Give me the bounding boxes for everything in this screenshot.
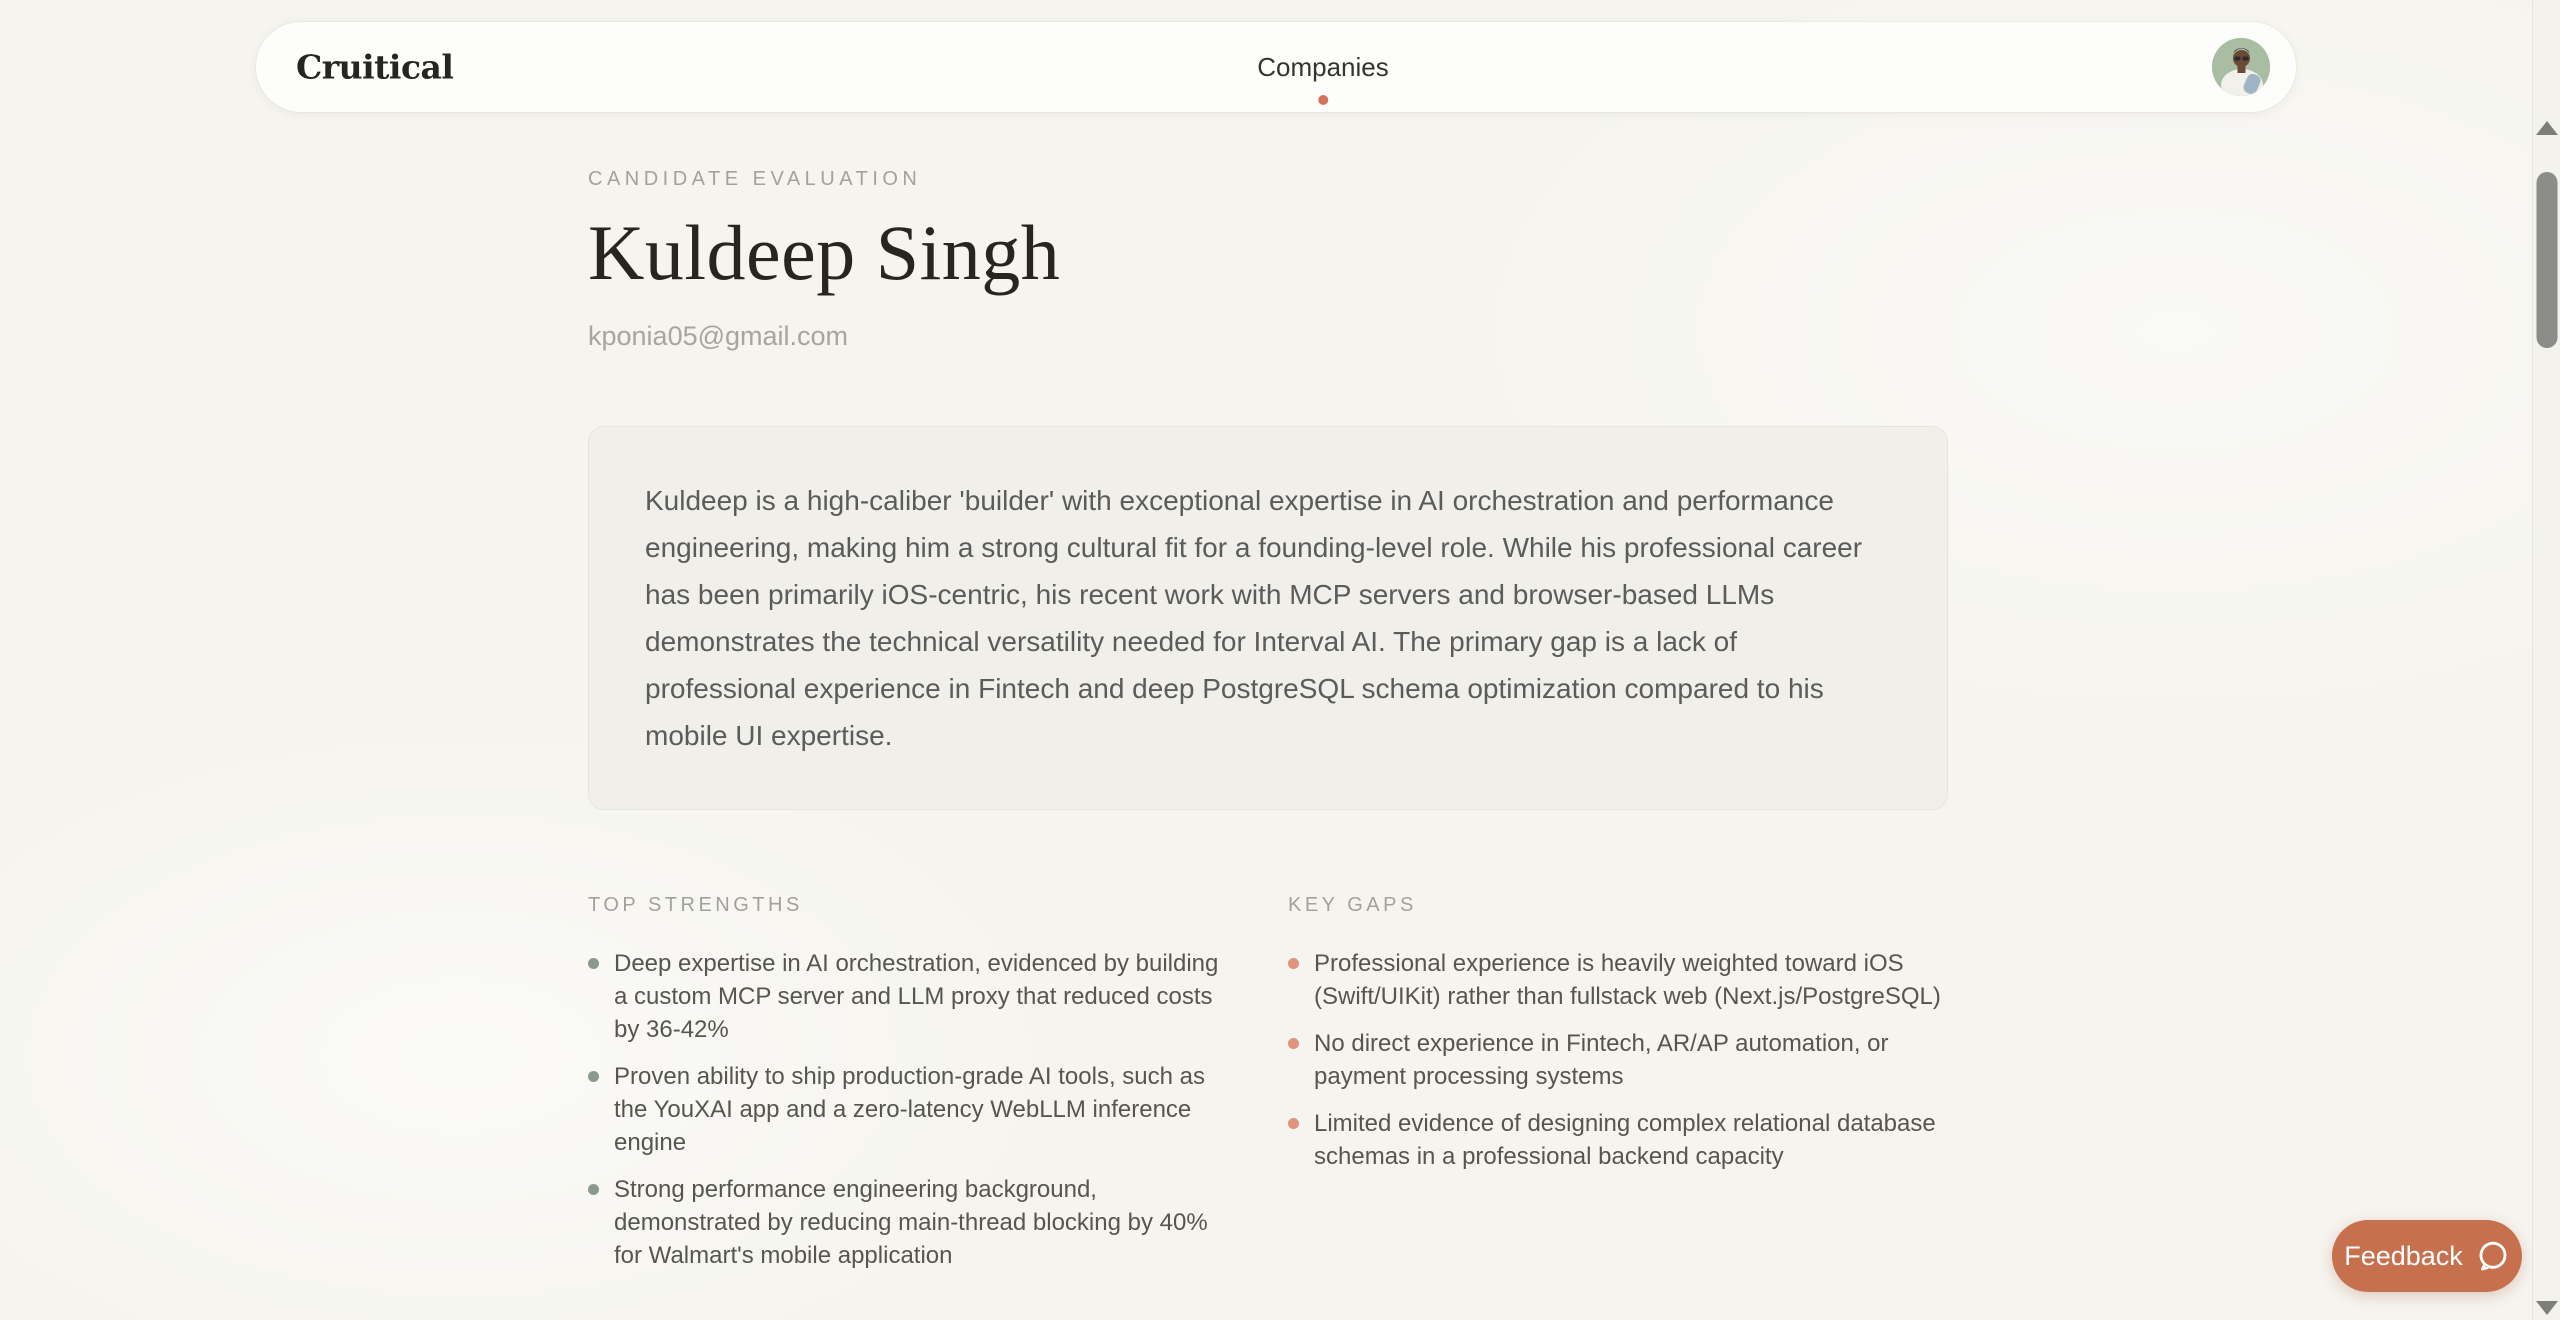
list-item-text: No direct experience in Fintech, AR/AP automation, or payment processing systems [1314,1030,1889,1090]
bullet-dot [588,1184,599,1195]
top-strengths-section [588,894,1232,1286]
key-gaps-section [1288,894,1948,1286]
bullet-dot [1288,1118,1299,1129]
list-item [588,947,1232,1046]
candidate-email: kponia05@gmail.com [588,321,849,351]
bullet-dot [588,1071,599,1082]
bullet-dot [588,958,599,969]
vertical-scrollbar[interactable] [2532,0,2560,1320]
nav-item-companies[interactable] [1255,42,1391,93]
key-gaps-list [1288,947,1948,1173]
candidate-evaluation-page [588,168,1948,1286]
chat-bubble-icon [2476,1239,2510,1273]
list-item [1288,1107,1948,1173]
list-item [1288,1027,1948,1093]
list-item-text: Professional experience is heavily weighted toward iOS (Swift/UIKit) rather than fullstack web (Next.js/PostgreSQL) [1314,950,1941,1010]
scroll-down-arrow[interactable] [2536,1301,2558,1315]
active-tab-dot [1318,95,1328,105]
scrollbar-thumb[interactable] [2536,172,2557,348]
strengths-gaps-columns [588,894,1948,1286]
top-strengths-list [588,947,1232,1272]
top-navigation-bar [256,22,2296,112]
list-item-text: Strong performance engineering background, demonstrated by reducing main-thread blocking by 40% for Walmart's mobile application [614,1176,1208,1269]
user-avatar[interactable] [2212,38,2270,96]
evaluation-summary-text: Kuldeep is a high-caliber 'builder' with exceptional expertise in AI orchestration and performance engineering, making him a strong cultural fit for a founding-level role. While his professional career has been primarily iOS-centric, his recent work with MCP servers and browser-based LLMs demonstrates the technical versatility needed for Interval AI. The primary gap is a lack of professional experience in Fintech and deep PostgreSQL schema optimization compared to his mobile UI expertise. [645,485,1863,751]
nav-center [1255,22,1391,112]
feedback-button[interactable] [2332,1220,2522,1292]
feedback-button-label: Feedback [2344,1240,2463,1271]
nav-item-label: Companies [1257,51,1389,82]
list-item [588,1173,1232,1272]
bullet-dot [1288,958,1299,969]
list-item-text: Limited evidence of designing complex relational database schemas in a professional backend capacity [1314,1110,1936,1170]
list-item-text: Proven ability to ship production-grade AI tools, such as the YouXAI app and a zero-latency WebLLM inference engine [614,1063,1205,1156]
avatar-image [2212,38,2270,96]
app-logo[interactable]: Cruitical [296,47,454,87]
list-item [1288,947,1948,1013]
key-gaps-title: KEY GAPS [1288,894,1417,916]
page-eyebrow: CANDIDATE EVALUATION [588,168,922,190]
candidate-name: Kuldeep Singh [588,209,1061,296]
list-item [588,1060,1232,1159]
bullet-dot [1288,1038,1299,1049]
evaluation-summary-card [588,426,1948,810]
list-item-text: Deep expertise in AI orchestration, evidenced by building a custom MCP server and LLM proxy that reduced costs by 36-42% [614,950,1219,1043]
scroll-up-arrow[interactable] [2536,121,2558,135]
top-strengths-title: TOP STRENGTHS [588,894,803,916]
